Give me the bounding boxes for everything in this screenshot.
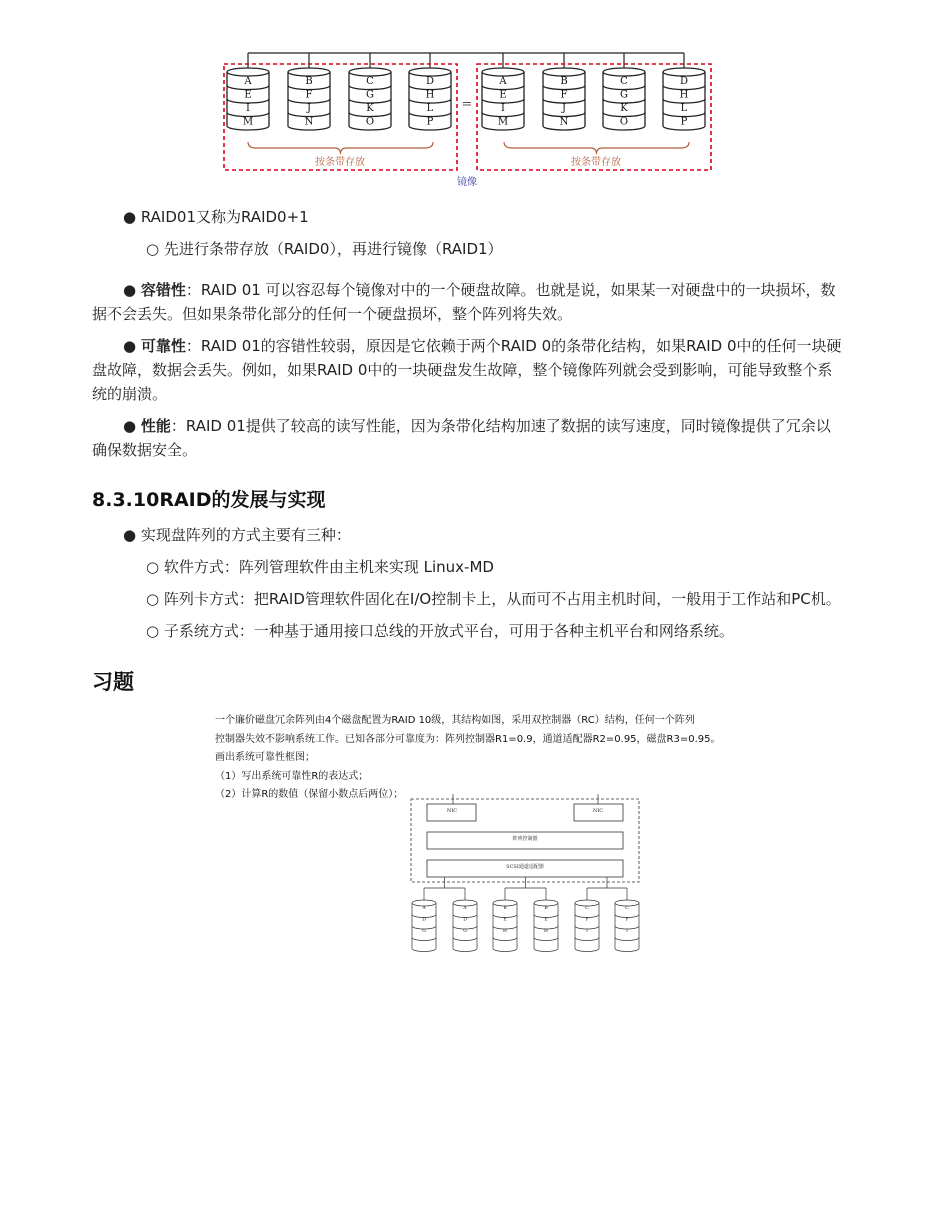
left-brace-label: 按条带存放 (315, 157, 365, 168)
disk-block-label: G (366, 89, 374, 101)
disk-top (227, 68, 269, 76)
disk-block-label: P (680, 116, 688, 128)
disk-block-label: K (366, 103, 374, 114)
subsystem-subbullet: ○ 子系统方式：一种基于通用接口总线的开放式平台，可用于各种主机平台和网络系统。 (146, 622, 734, 640)
raid10-diagram (408, 792, 644, 954)
performance-paragraph: ● 性能：RAID 01提供了较高的读写性能，因为条带化结构加速了数据的读写速度，同时镜像提供了冗余以确保数据安全。 (92, 417, 831, 459)
disk-block-label: C (625, 906, 629, 911)
disk-top (663, 68, 705, 76)
mirror-label: 镜像 (457, 177, 477, 188)
exercise-text (215, 712, 721, 805)
disk-block-label: F (585, 917, 589, 923)
disk-stack (575, 900, 599, 952)
exercise-line: 一个廉价磁盘冗余阵列由4个磁盘配置为RAID 10级，其结构如图，采用双控制器（RC）结构，任何一个阵列 (215, 715, 695, 726)
right-brace-label: 按条带存放 (571, 157, 621, 168)
disk-block-label: G (422, 929, 426, 934)
nic-right-label: NIC (592, 808, 604, 814)
disk-block-label: P (426, 116, 434, 128)
disk-stack (412, 900, 436, 952)
left-brace (248, 142, 433, 154)
section-heading: 8.3.10RAID的发展与实现 (92, 489, 326, 511)
exercise-line: （2）计算R的数值（保留小数点后两位）； (215, 789, 404, 800)
disk-block-label: D (422, 917, 426, 923)
scsi-adapter-label: SCSI通道适配器 (506, 864, 544, 870)
disk-block-label: E (499, 89, 507, 101)
disk-block-label: D (425, 76, 435, 87)
disk-block-label: L (426, 103, 434, 114)
disk-top (603, 68, 645, 76)
disk-block-label: H (425, 89, 435, 101)
disk-block-label: L (680, 103, 688, 114)
software-method-subbullet: ○ 软件方式：阵列管理软件由主机来实现 Linux-MD (146, 558, 494, 576)
fault-tolerance-title: 容错性 (140, 281, 186, 299)
disk-block-label: B (305, 76, 313, 87)
disk-block-label: H (503, 929, 507, 934)
disk-top (288, 68, 330, 76)
disk-block-label: O (619, 116, 629, 128)
disk-block-label: O (365, 116, 375, 128)
disk-block-label: J (561, 103, 567, 114)
disk-block-label: M (497, 116, 509, 128)
fault-tolerance-paragraph: ● 容错性：RAID 01 可以容忍每个镜像对中的一个硬盘故障。也就是说，如果某一对硬盘中的一块损坏，数据不会丢失。但如果条带化部分的任何一个硬盘损坏，整个阵列将失效。 (92, 281, 836, 323)
disk-block-label: C (366, 76, 374, 87)
disk-top (349, 68, 391, 76)
nic-left-label: NIC (446, 808, 458, 814)
disk-block-label: I (501, 103, 505, 114)
disk-stack (534, 900, 558, 952)
disk-block-label: F (625, 917, 629, 923)
disk-block-label: A (244, 76, 252, 87)
disk-block-label: G (620, 89, 628, 101)
disk-block-label: I (626, 929, 628, 934)
disk-block-label: I (586, 929, 588, 934)
reliability-title: 可靠性 (140, 337, 186, 355)
disk-block-label: D (463, 917, 467, 923)
disk-stack (543, 68, 585, 130)
exercise-heading: 习题 (92, 670, 134, 694)
disk-block-label: H (544, 929, 548, 934)
disk-block-label: A (499, 76, 507, 87)
disk-stack (493, 900, 517, 952)
disk-stack (349, 68, 391, 130)
disk-block-label: B (544, 906, 548, 911)
disk-stack (453, 900, 477, 952)
right-brace (504, 142, 689, 154)
raid01-alias-bullet: ● RAID01又称为RAID0+1 (123, 208, 309, 226)
disk-stack (227, 68, 269, 130)
disk-block-label: B (560, 76, 568, 87)
disk-top (409, 68, 451, 76)
disk-block-label: C (620, 76, 628, 87)
disk-block-label: N (304, 116, 314, 128)
disk-block-label: E (503, 917, 507, 923)
disk-block-label: A (463, 906, 467, 911)
disk-top (543, 68, 585, 76)
raid01-order-subbullet: ○ 先进行条带存放（RAID0），再进行镜像（RAID1） (146, 240, 503, 258)
raid-card-subbullet: ○ 阵列卡方式：把RAID管理软件固化在I/O控制卡上，从而可不占用主机时间，一般用于工作站和PC机。 (146, 590, 841, 608)
exercise-line: 画出系统可靠性框图； (215, 752, 315, 763)
disk-block-label: B (503, 906, 507, 911)
disk-block-label: I (246, 103, 250, 114)
disk-stack (615, 900, 639, 952)
disk-block-label: K (620, 103, 628, 114)
disk-block-label: G (463, 929, 467, 934)
reliability-paragraph: ● 可靠性：RAID 01的容错性较弱，原因是它依赖于两个RAID 0的条带化结构，如果RAID 0中的任何一块硬盘故障，数据会丢失。例如，如果RAID 0中的一块硬盘发生故障，整个镜像阵列就会受到影响，可能导致整个系统的崩溃。 (92, 337, 842, 403)
array-controller-label: 阵列控制器 (512, 836, 538, 842)
disk-block-label: M (242, 116, 254, 128)
disk-stack (482, 68, 524, 130)
exercise-line: 控制器失效不影响系统工作。已知各部分可靠度为：阵列控制器R1=0.9，通道适配器R2=0.95，磁盘R3=0.95。 (215, 733, 721, 745)
disk-block-label: N (559, 116, 569, 128)
disk-block-label: H (679, 89, 689, 101)
disk-block-label: J (306, 103, 312, 114)
disk-block-label: A (422, 906, 426, 911)
exercise-line: （1）写出系统可靠性R的表达式； (215, 770, 369, 782)
disk-stack (663, 68, 705, 130)
performance-title: 性能 (140, 417, 171, 435)
disk-block-label: E (544, 917, 548, 923)
disk-block-label: C (585, 906, 589, 911)
disk-stack (409, 68, 451, 130)
disk-block-label: D (679, 76, 689, 87)
raid01-figure (215, 40, 720, 195)
disk-top (482, 68, 524, 76)
disk-block-label: E (244, 89, 252, 101)
equals-sign: = (461, 97, 473, 112)
disk-block-label: F (305, 89, 313, 101)
implementation-bullet: ● 实现盘阵列的方式主要有三种： (123, 526, 351, 544)
disk-stack (288, 68, 330, 130)
disk-stack (603, 68, 645, 130)
disk-block-label: F (560, 89, 568, 101)
